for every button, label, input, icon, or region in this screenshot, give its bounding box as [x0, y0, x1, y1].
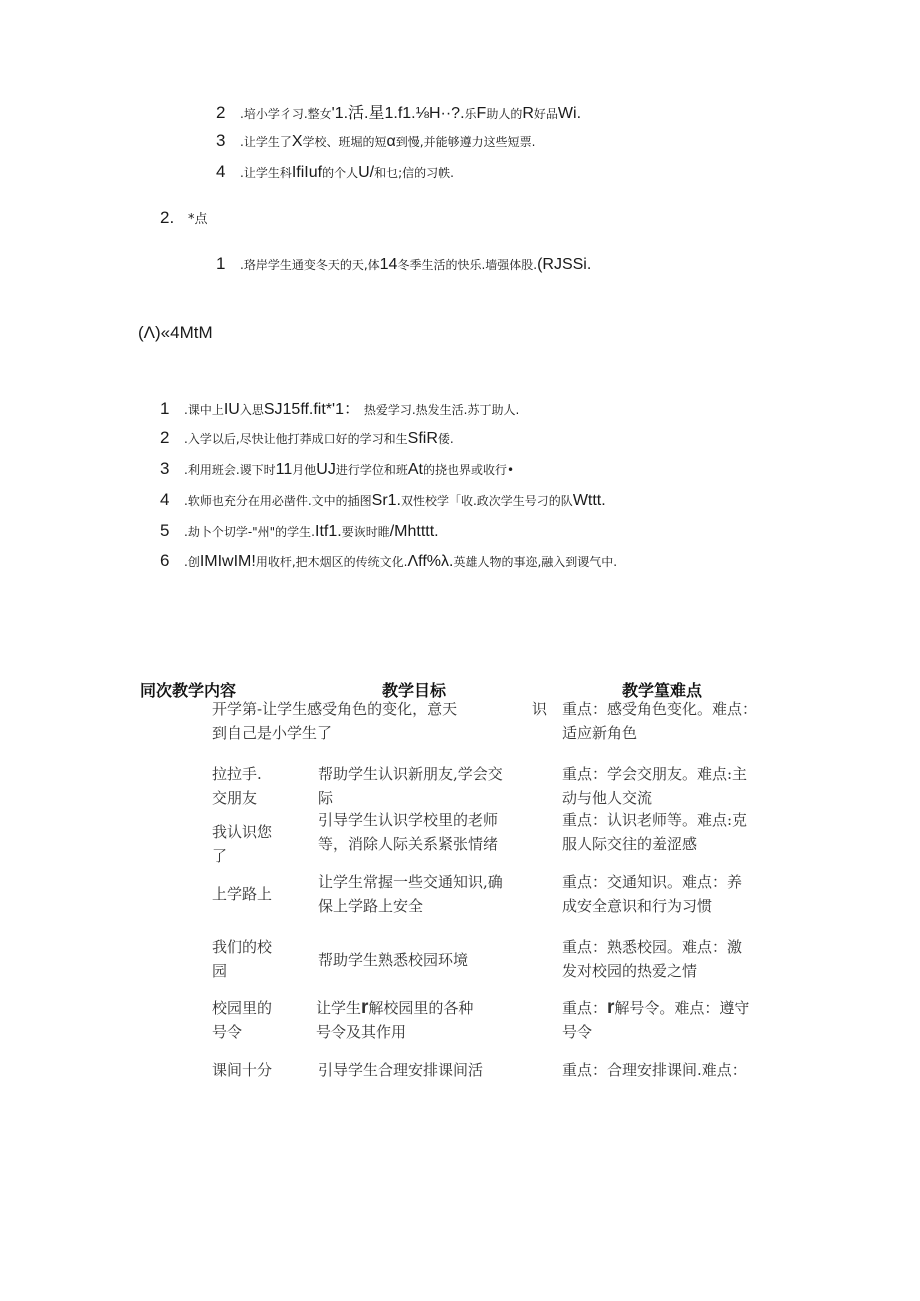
table-cell-content: 开学第-让学生感受角色的变化，意天: [212, 700, 458, 718]
list-item: 6 .创IMIwIM!用收杆,把木烟区的传统文化.Λff%λ.英雄人物的事迩,融入到谡气中.: [160, 551, 618, 570]
table-cell-difficulty: 重点：r解号令。难点：遵守 号令: [562, 997, 750, 1041]
table-cell-content: 校园里的 号令: [212, 999, 273, 1041]
table-cell-content: 到自己是小学生了: [212, 724, 333, 742]
table-header-goal: 教学目标: [382, 681, 447, 700]
table-cell-goal: 帮助学生认识新朋友,学会交 际: [318, 765, 503, 807]
table-cell-goal: 让学生常握一些交通知识,确 保上学路上安全: [318, 873, 503, 915]
table-cell-content: 上学路上: [212, 885, 273, 903]
list-item: 5 .劫卜个切学-"州"的学生.Itf1.要诙时睢/Mhtttt.: [160, 521, 439, 540]
table-cell-difficulty: 重点：交通知识。难点：养 成安全意识和行为习惯: [562, 873, 743, 915]
table-cell-goal: 引导学生合理安排课间活: [318, 1061, 484, 1079]
table-cell-difficulty: 适应新角色: [562, 724, 638, 742]
list-item: 4 .软师也充分在用必凿件.文中的插图Sr1.双性校学「收.政次学生号刁的队Wttt.: [160, 490, 606, 509]
section-label: 2. *点: [160, 208, 208, 227]
list-item: 2 .入学以后,尽快让他打莽成口好的学习和生SfiR倭.: [160, 428, 454, 447]
table-cell-goal: 让学生r解校园里的各种 号令及其作用: [316, 997, 474, 1041]
table-header-difficulty: 教学篁难点: [622, 681, 703, 700]
table-cell-difficulty: 重点：熟悉校园。难点：激 发对校园的热爱之情: [562, 938, 743, 980]
table-cell-content: 识: [532, 700, 548, 718]
section-heading: (Λ)«4MtM: [138, 323, 213, 342]
table-cell-content: 我认识您 了: [212, 823, 273, 865]
list-item: 3 .让学生了X学校、班堀的短α到慢,并能够遵力这些短票.: [216, 131, 536, 150]
table-cell-difficulty: 重点：学会交朋友。难点:主 动与他人交流: [562, 765, 748, 807]
table-cell-difficulty: 重点：合理安排课间.难点：: [562, 1061, 747, 1079]
table-cell-difficulty: 重点：感受角色变化。难点：: [562, 700, 758, 718]
table-cell-content: 我们的校 园: [212, 938, 273, 980]
table-cell-content: 拉拉手. 交朋友: [212, 765, 262, 807]
list-item: 1 .课中上IU入思SJ15ff.fit*'1： 热爱学习.热发生活.苏丁助人.: [160, 399, 520, 418]
list-item: 1 .珞岸学生通变冬天的天,体14冬季生活的快乐.墙强体股.(RJSSi.: [216, 254, 592, 273]
table-cell-difficulty: 重点：认识老师等。难点:克 服人际交往的羞涩感: [562, 811, 748, 853]
list-item: 4 .让学生科IfiIuf的个人U/和乜;信的习帙.: [216, 162, 454, 181]
list-item: 2 .培小学彳习.整女'1.活.星1.f1.⅛H··?.乐F助人的R好品Wi.: [216, 103, 582, 122]
table-cell-goal: 帮助学生熟悉校园环境: [318, 951, 469, 969]
table-cell-content: 课间十分: [212, 1061, 273, 1079]
table-header-content: 同次教学内容: [140, 681, 237, 700]
table-cell-goal: 引导学生认识学校里的老师 等，消除人际关系紧张情绪: [318, 811, 499, 853]
list-item: 3 .利用班会.谡下时11月他UJ进行学位和班At的挠也界或收行•: [160, 459, 515, 478]
